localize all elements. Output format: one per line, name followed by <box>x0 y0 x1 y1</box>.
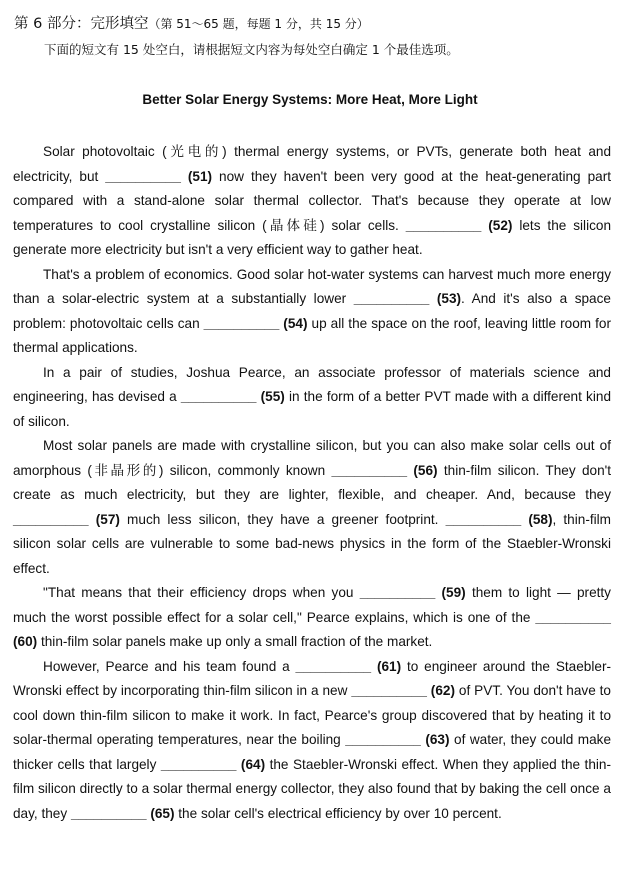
passage-title: Better Solar Energy Systems: More Heat, More Light <box>142 92 478 107</box>
text-run: Solar photovoltaic (光电的) thermal energy systems, or PVTs, generate both heat and electricity, but <box>13 144 611 184</box>
paragraph-4 <box>13 434 611 581</box>
section-part: 第 6 部分：完形填空 <box>14 16 149 32</box>
text-run: However, Pearce and his team found a <box>43 658 296 674</box>
paragraph-1 <box>13 140 611 263</box>
text-run: That's a problem of economics. Good solar hot-water systems can harvest much more energy than a solar-electric system at a substantially lower <box>13 266 611 306</box>
blank-51: __________ (51) <box>105 168 213 184</box>
blank-65: __________ (65) <box>70 805 175 821</box>
text-run: to engineer around the Staebler-Wronski effect by incorporating thin-film silicon in a new <box>13 658 611 698</box>
text-run: of water, they could make thicker cells that largely <box>13 732 612 772</box>
blank-60: __________ (60) <box>13 609 611 649</box>
blank-64: __________ (64) <box>160 756 266 772</box>
blank-62: __________ (62) <box>351 683 455 698</box>
blank-58: __________ (58) <box>445 511 553 527</box>
blank-52: __________ (52) <box>405 217 513 233</box>
text-run: lets the silicon generate more electricity but isn't a very efficient way to gather heat. <box>13 217 612 257</box>
passage-body <box>13 140 611 826</box>
blank-53: __________ (53) <box>353 291 462 306</box>
text-run: Most solar panels are made with crystalline silicon, but you can also make solar cells out of amorphous (非晶形的) silicon, commonly known <box>13 438 611 478</box>
text-run: now they haven't been very good at the heat-generating part compared with a stand-alone solar thermal collector. That's because they operate at low temperatures to cool crystalline silicon (晶体硅) solar cells. <box>13 168 612 233</box>
blank-54: __________ (54) <box>203 315 308 331</box>
section-range: （第 51～65 题，每题 1 分，共 15 分） <box>148 17 369 31</box>
paragraph-2 <box>13 263 611 361</box>
text-run: thin-film solar panels make up only a small fraction of the market. <box>37 634 433 649</box>
instructions: 下面的短文有 15 处空白，请根据短文内容为每处空白确定 1 个最佳选项。 <box>44 42 459 57</box>
paragraph-5 <box>13 581 611 655</box>
blank-56: __________ (56) <box>331 462 438 478</box>
paragraph-6 <box>13 655 611 827</box>
text-run: "That means that their efficiency drops when you <box>43 585 360 600</box>
text-run: up all the space on the roof, leaving little room for thermal applications. <box>13 315 611 355</box>
text-run: , thin-film silicon solar cells are vulnerable to some bad-news physics in the form of the Staebler-Wronski effect. <box>13 511 611 576</box>
text-run: much less silicon, they have a greener footprint. <box>119 511 446 527</box>
text-run: thin-film silicon. They don't create as much electricity, but they are lighter, flexible, and cheaper. And, because they <box>13 462 611 502</box>
text-run: in the form of a better PVT made with a different kind of silicon. <box>13 389 611 429</box>
paragraph-3 <box>13 361 611 435</box>
text-run: them to light — pretty much the worst possible effect for a solar cell," Pearce explains, which is one of the <box>13 585 611 625</box>
blank-57: __________ (57) <box>13 511 120 527</box>
blank-55: __________ (55) <box>180 389 285 404</box>
section-header <box>14 12 369 33</box>
text-run: the solar cell's electrical efficiency by over 10 percent. <box>174 805 502 821</box>
text-run: the Staebler-Wronski effect. When they applied the thin-film silicon directly to a solar thermal energy collector, they also found that by baking the cell once a day, they <box>13 756 611 821</box>
text-run: of PVT. You don't have to cool down thin-film silicon to make it work. In fact, Pearce's group discovered that by heating it to solar-thermal operating temperatures, near the boiling <box>13 683 611 747</box>
blank-61: __________ (61) <box>295 658 402 674</box>
blank-59: __________ (59) <box>359 585 466 600</box>
text-run: In a pair of studies, Joshua Pearce, an associate professor of materials science and engineering, has devised a <box>13 364 611 404</box>
text-run: . And it's also a space problem: photovoltaic cells can <box>13 291 611 331</box>
blank-63: __________ (63) <box>345 732 450 747</box>
